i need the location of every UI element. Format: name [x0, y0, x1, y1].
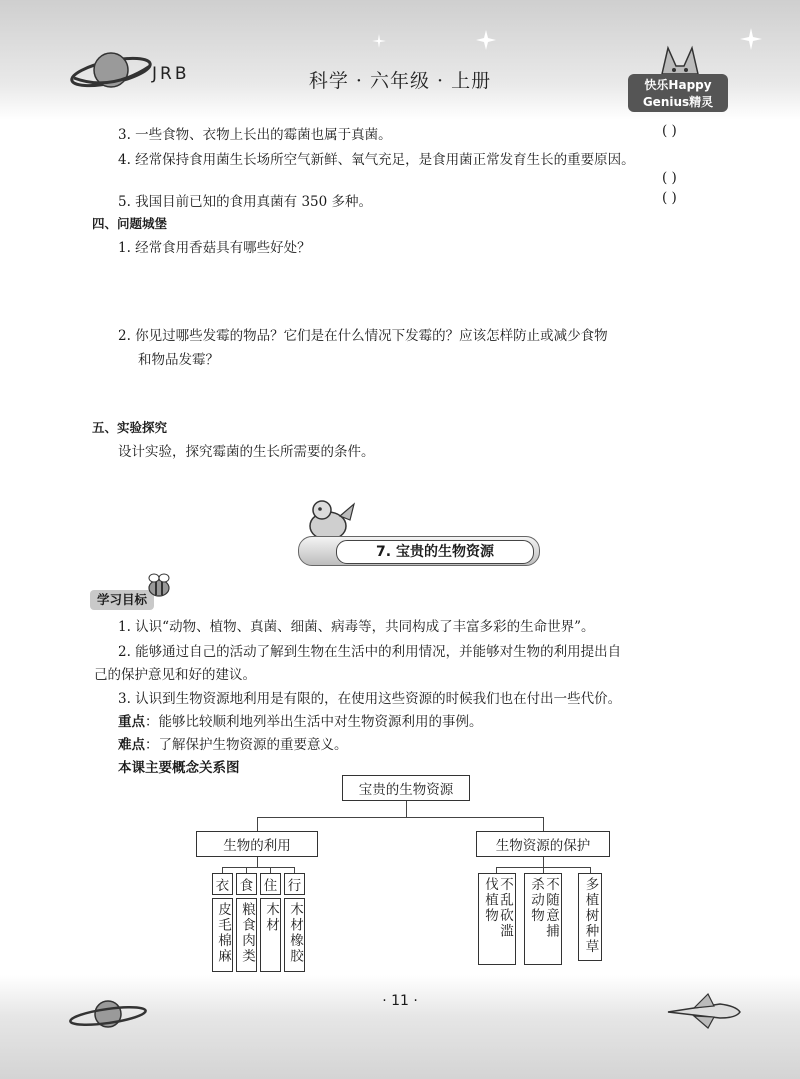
goal-2-cont: 己的保护意见和好的建议。 [94, 667, 256, 683]
header-code: JRB [152, 64, 190, 84]
question-2-cont: 和物品发霉？ [138, 352, 219, 368]
planet-icon [66, 992, 150, 1036]
goal-2: 2. 能够通过自己的活动了解到生物在生活中的利用情况，并能够对生物的利用提出自 [118, 644, 622, 660]
use-housing-detail-text: 木材 [263, 902, 279, 933]
protect-plant-trees-text: 多植树种草 [582, 877, 599, 955]
protect-no-hunting [524, 873, 562, 965]
key-text: ：能够比较顺利地列举出生活中对生物资源利用的事例。 [145, 714, 483, 730]
mascot-icon [650, 44, 710, 78]
use-food: 食 [236, 873, 257, 895]
use-travel-detail-text: 木材橡胶 [287, 902, 303, 964]
lesson-title: 7. 宝贵的生物资源 [336, 540, 534, 564]
answer-paren: ( ) [662, 170, 677, 186]
connector [257, 857, 258, 867]
connector [222, 867, 294, 868]
use-travel-detail [284, 898, 305, 972]
use-food-detail-text: 粮食肉类 [239, 902, 255, 964]
brand-logo: 快乐Happy Genius精灵 [628, 74, 728, 112]
goal-1: 1. 认识“动物、植物、真菌、细菌、病毒等，共同构成了丰富多彩的生命世界”。 [118, 619, 595, 635]
use-housing: 住 [260, 873, 281, 895]
bee-icon [144, 572, 174, 600]
section-title-4: 四、问题城堡 [92, 216, 168, 231]
experiment-task: 设计实验，探究霉菌的生长所需要的条件。 [118, 444, 375, 460]
concept-root: 宝贵的生物资源 [342, 775, 470, 801]
question-2: 2. 你见过哪些发霉的物品？它们是在什么情况下发霉的？应该怎样防止或减少食物 [118, 328, 608, 344]
use-clothing-detail-text: 皮毛棉麻 [215, 902, 231, 964]
connector [406, 801, 407, 817]
protect-no-deforestation-text: 不乱砍滥伐植物 [482, 877, 513, 939]
star-icon [740, 28, 762, 50]
use-housing-detail [260, 898, 281, 972]
planet-icon [66, 44, 156, 100]
concept-use: 生物的利用 [196, 831, 318, 857]
answer-paren: ( ) [662, 123, 677, 139]
key-label: 重点 [118, 714, 145, 730]
difficult-label: 难点 [118, 737, 145, 753]
difficult-point [118, 733, 348, 753]
key-point [118, 710, 483, 730]
use-clothing-detail [212, 898, 233, 972]
judge-item-3: 3. 一些食物、衣物上长出的霉菌也属于真菌。 [118, 127, 392, 143]
section-title-5: 五、实验探究 [92, 420, 168, 435]
concept-map-title: 本课主要概念关系图 [118, 760, 240, 776]
question-1: 1. 经常食用香菇具有哪些好处？ [118, 240, 311, 256]
protect-no-hunting-text: 不随意捕杀动物 [528, 877, 559, 939]
protect-no-deforestation [478, 873, 516, 965]
goal-3: 3. 认识到生物资源地利用是有限的，在使用这些资源的时候我们也在付出一些代价。 [118, 691, 622, 707]
star-icon [476, 30, 496, 50]
answer-paren: ( ) [662, 190, 677, 206]
learning-goals-tag: 学习目标 [90, 590, 154, 610]
protect-plant-trees [578, 873, 602, 961]
use-food-detail [236, 898, 257, 972]
connector [543, 817, 544, 831]
connector [257, 817, 543, 818]
space-shuttle-icon [664, 990, 744, 1030]
use-clothing: 衣 [212, 873, 233, 895]
judge-item-4: 4. 经常保持食用菌生长场所空气新鲜、氧气充足，是食用菌正常发育生长的重要原因。 [118, 152, 635, 168]
judge-item-5: 5. 我国目前已知的食用真菌有 350 多种。 [118, 194, 373, 210]
connector [543, 857, 544, 867]
connector [257, 817, 258, 831]
page-number: · 11 · [382, 993, 418, 1009]
star-icon [372, 34, 386, 48]
use-travel: 行 [284, 873, 305, 895]
concept-protect: 生物资源的保护 [476, 831, 610, 857]
page-header-title: 科学 · 六年级 · 上册 [308, 70, 492, 92]
difficult-text: ：了解保护生物资源的重要意义。 [145, 737, 348, 753]
